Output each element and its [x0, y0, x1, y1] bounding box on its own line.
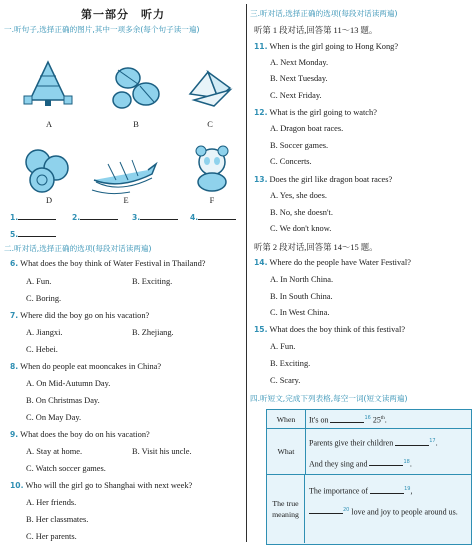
row-content: It's on $^{16}$ 25th.	[309, 415, 387, 425]
answer-3: 3.	[132, 211, 178, 222]
option-10c[interactable]: C. Her parents.	[26, 532, 77, 541]
question-9: 9. What does the boy do on his vacation?	[10, 430, 150, 439]
picture-label-b: B	[133, 120, 139, 129]
row-label: The true meaning	[267, 475, 305, 543]
option-6b[interactable]: B. Exciting.	[132, 277, 173, 286]
option-12b[interactable]: B. Soccer games.	[270, 141, 329, 150]
section4-header: 四.听短文,完成下列表格,每空一词(短文读两遍)	[250, 394, 408, 403]
answer-blank[interactable]	[198, 211, 236, 220]
lanterns-icon	[110, 64, 162, 112]
question-13: 13. Does the girl like dragon boat races?	[254, 175, 393, 184]
question-15: 15. What does the boy think of this festival?	[254, 325, 406, 334]
blank-20[interactable]	[309, 505, 343, 514]
section3-note-1: 听第 1 段对话,回答第 11～13 题。	[254, 26, 378, 35]
option-7b[interactable]: B. Zhejiang.	[132, 328, 174, 337]
picture-label-e: E	[123, 196, 129, 205]
option-7c[interactable]: C. Hebei.	[26, 345, 58, 354]
question-11: 11. When is the girl going to Hong Kong?	[254, 42, 399, 51]
row-label: When	[267, 410, 306, 428]
section3-note-2: 听第 2 段对话,回答第 14～15 题。	[254, 243, 378, 252]
option-8a[interactable]: A. On Mid-Autumn Day.	[26, 379, 111, 388]
mooncakes-icon	[22, 146, 74, 194]
option-14c[interactable]: C. In West China.	[270, 308, 330, 317]
picture-label-f: F	[209, 196, 215, 205]
option-11c[interactable]: C. Next Friday.	[270, 91, 322, 100]
blank-17[interactable]	[395, 437, 429, 446]
row-label: What	[267, 429, 306, 474]
answer-blank[interactable]	[18, 211, 56, 220]
option-9c[interactable]: C. Watch soccer games.	[26, 464, 106, 473]
option-10b[interactable]: B. Her classmates.	[26, 515, 89, 524]
option-8c[interactable]: C. On May Day.	[26, 413, 82, 422]
zongzi-icon	[184, 64, 236, 112]
section3-header: 三.听对话,选择正确的选项(每段对话读两遍)	[250, 9, 398, 18]
column-divider	[246, 4, 247, 542]
question-12: 12. What is the girl going to watch?	[254, 108, 377, 117]
answer-1: 1.	[10, 211, 56, 222]
answer-blank[interactable]	[18, 228, 56, 237]
option-12c[interactable]: C. Concerts.	[270, 157, 312, 166]
fill-in-table	[266, 409, 472, 545]
table-row-when	[267, 410, 471, 429]
option-14a[interactable]: A. In North China.	[270, 275, 334, 284]
table-row-what	[267, 429, 471, 475]
answer-blank[interactable]	[80, 211, 118, 220]
picture-label-c: C	[207, 120, 213, 129]
option-13b[interactable]: B. No, she doesn't.	[270, 208, 333, 217]
option-9b[interactable]: B. Visit his uncle.	[132, 447, 192, 456]
option-15a[interactable]: A. Fun.	[270, 342, 296, 351]
blank-18[interactable]	[369, 457, 403, 466]
blank-16[interactable]	[330, 414, 364, 423]
dragon-boat-icon	[90, 150, 160, 198]
option-7a[interactable]: A. Jiangxi.	[26, 328, 63, 337]
row-content: The importance of $^{19}$, $^{20}$ love and joy to people around us.	[309, 486, 458, 517]
option-9a[interactable]: A. Stay at home.	[26, 447, 83, 456]
question-8: 8. When do people eat mooncakes in China?	[10, 362, 162, 371]
option-15b[interactable]: B. Exciting.	[270, 359, 311, 368]
question-7: 7. Where did the boy go on his vacation?	[10, 311, 150, 320]
question-6: 6. What does the boy think of Water Festival in Thailand?	[10, 259, 206, 268]
section2-header: 二.听对话,选择正确的选项(每段对话读两遍)	[4, 244, 152, 253]
answer-2: 2.	[72, 211, 118, 222]
option-8b[interactable]: B. On Christmas Day.	[26, 396, 100, 405]
blank-19[interactable]	[370, 485, 404, 494]
option-11b[interactable]: B. Next Tuesday.	[270, 74, 328, 83]
answer-5: 5.	[10, 228, 56, 239]
christmas-tree-icon	[22, 60, 74, 108]
table-row-meaning	[267, 475, 471, 543]
page-title: 第一部分 听力	[81, 8, 165, 21]
left-column	[4, 0, 242, 545]
answer-blank[interactable]	[140, 211, 178, 220]
option-6c[interactable]: C. Boring.	[26, 294, 62, 303]
question-10: 10. Who will the girl go to Shanghai with next week?	[10, 481, 193, 490]
panda-icon	[186, 144, 238, 192]
answer-4: 4.	[190, 211, 236, 222]
picture-label-a: A	[45, 120, 53, 129]
option-10a[interactable]: A. Her friends.	[26, 498, 77, 507]
option-12a[interactable]: A. Dragon boat races.	[270, 124, 344, 133]
option-6a[interactable]: A. Fun.	[26, 277, 52, 286]
option-11a[interactable]: A. Next Monday.	[270, 58, 329, 67]
option-14b[interactable]: B. In South China.	[270, 292, 333, 301]
question-14: 14. Where do the people have Water Festival?	[254, 258, 411, 267]
option-15c[interactable]: C. Scary.	[270, 376, 301, 385]
option-13a[interactable]: A. Yes, she does.	[270, 191, 327, 200]
option-13c[interactable]: C. We don't know.	[270, 224, 332, 233]
section1-header: 一.听句子,选择正确的图片,其中一项多余(每个句子读一遍)	[4, 25, 200, 34]
picture-label-d: D	[45, 196, 53, 205]
row-content: Parents give their children $^{17}$. And they sing and $^{18}$.	[309, 438, 438, 469]
